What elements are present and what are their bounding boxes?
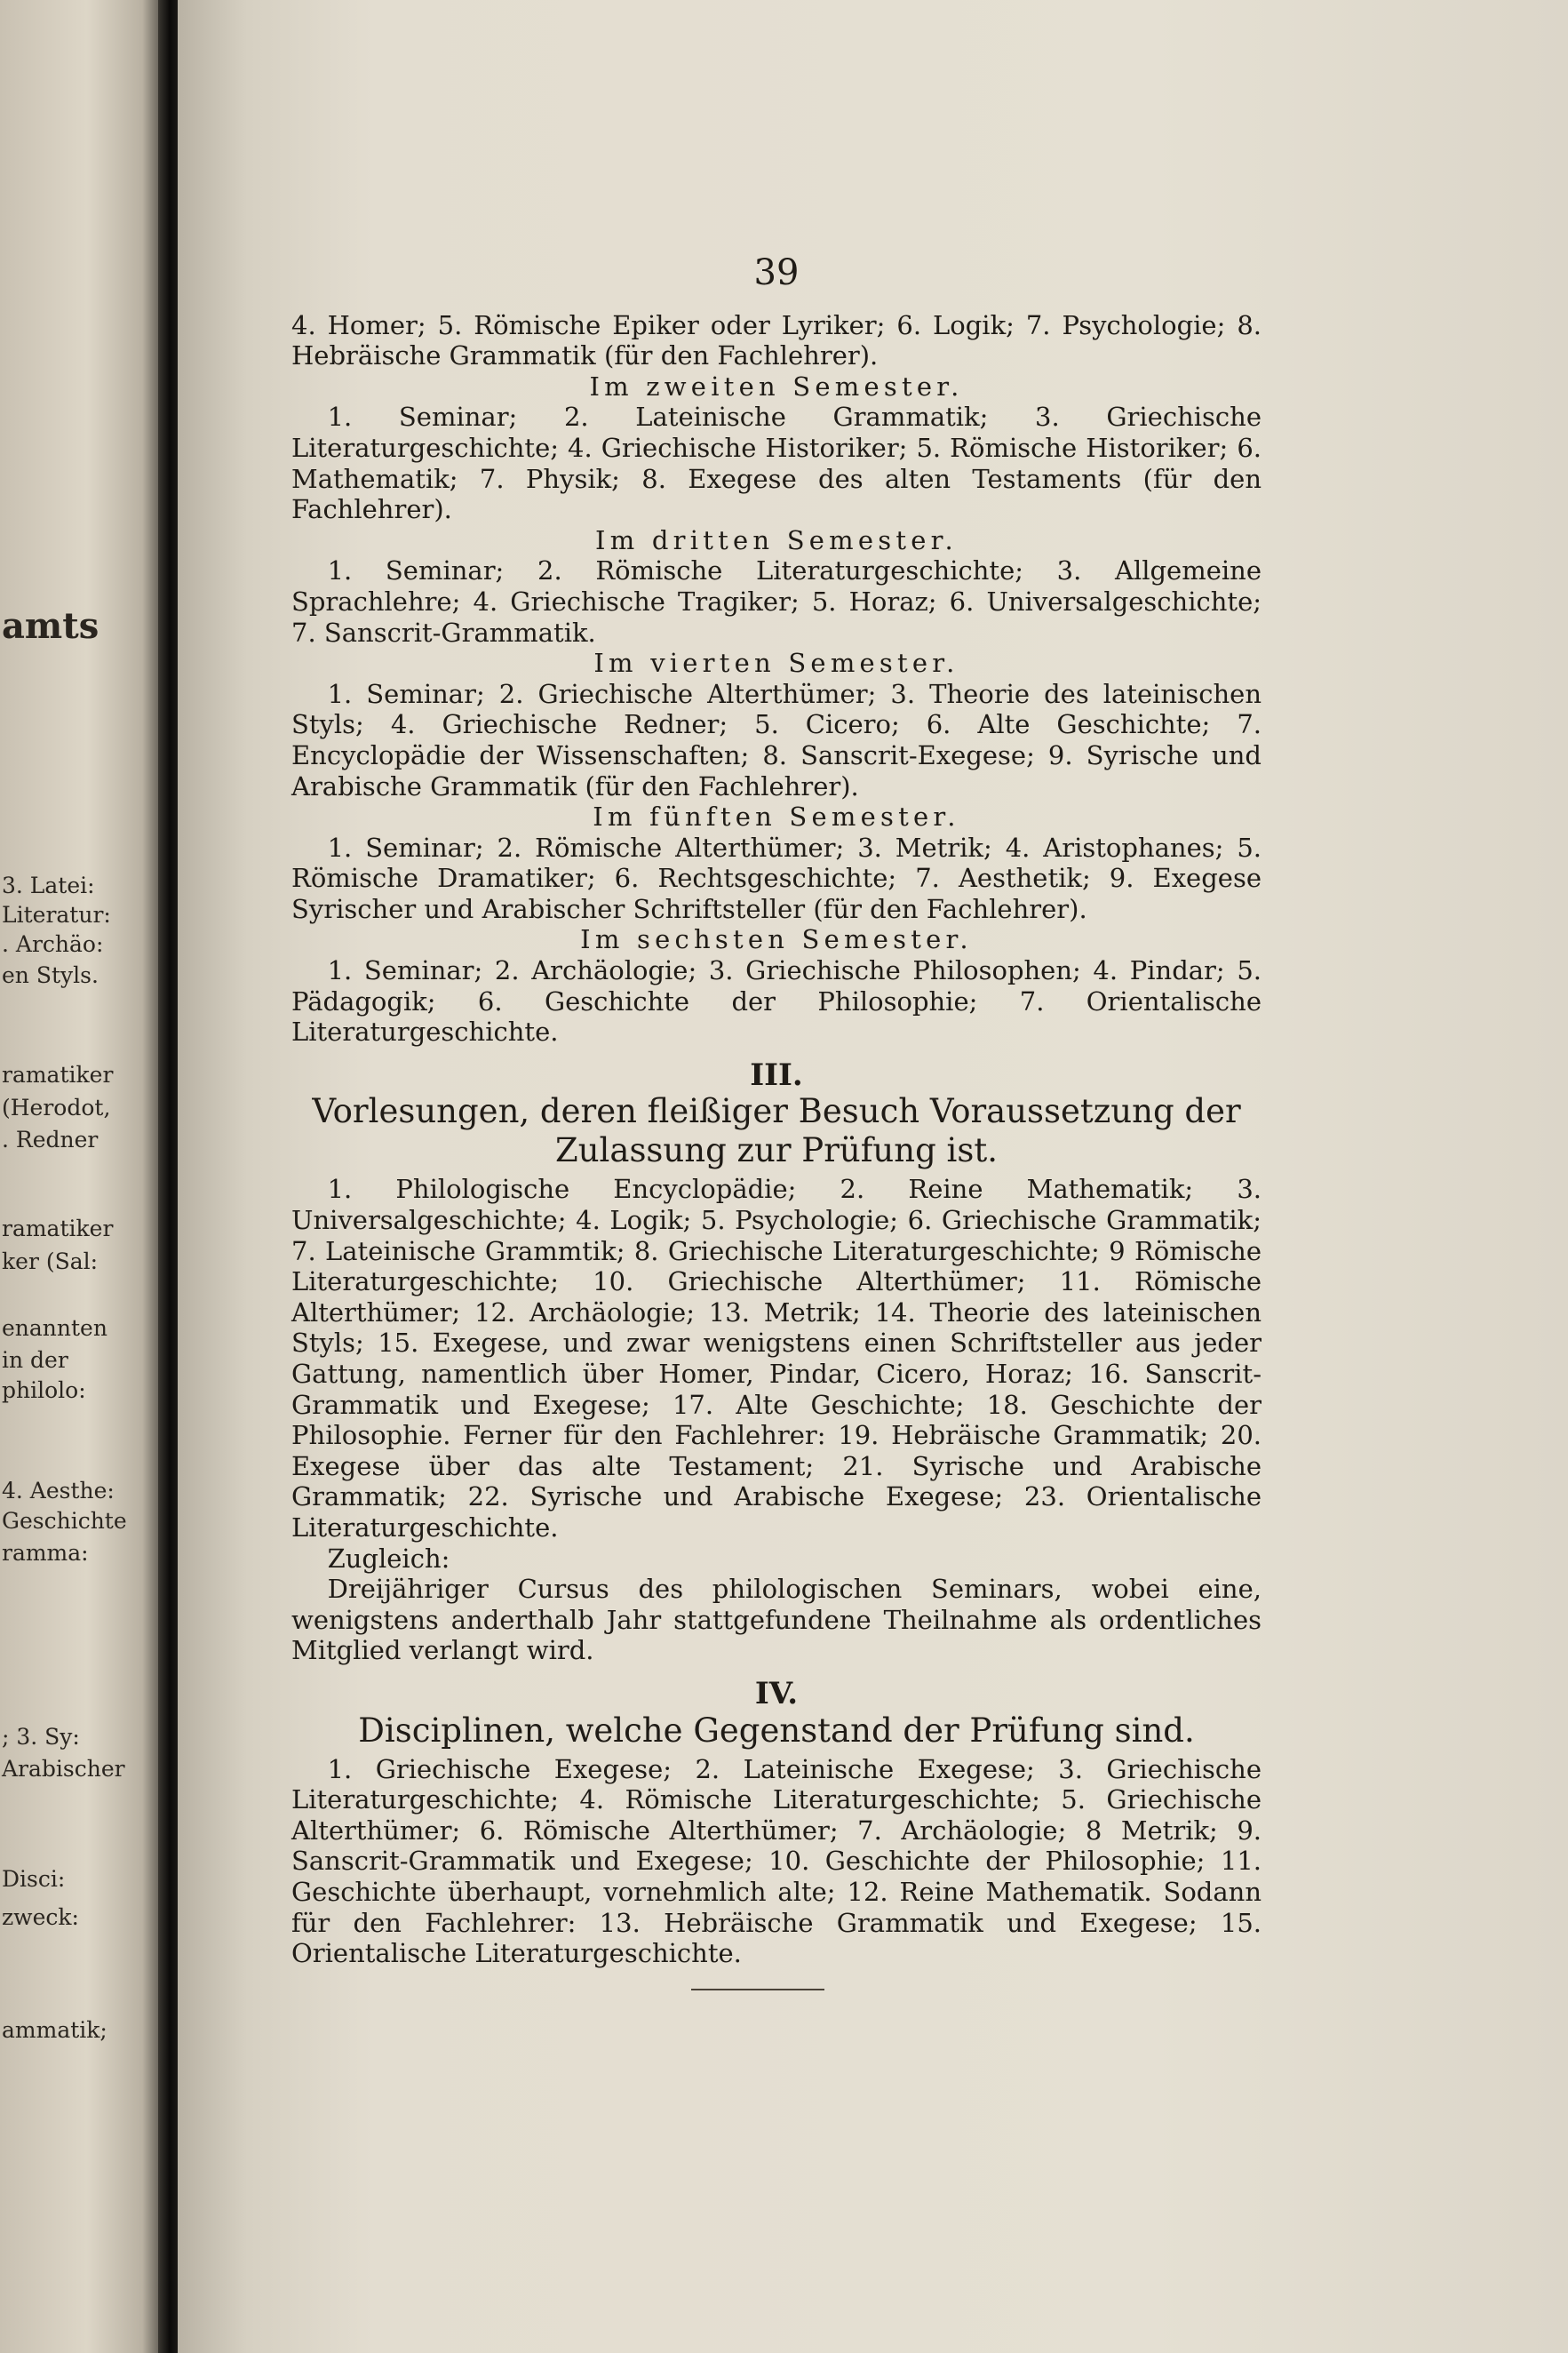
paragraph: 1. Seminar; 2. Griechische Alterthümer; 3. Theorie des lateinischen Styls; 4. Griechische Redner; 5. Cicero; 6. Alte Geschichte; 7. Encyclopädie der Wissenschaften; 8. Sanscrit-Exegese; 9. Syrische und Arabische Grammatik (für den Fachlehrer). (291, 678, 1262, 802)
section-numeral: III. (750, 1057, 803, 1093)
left-page-fragment: ammatik; (2, 2017, 107, 2043)
left-page-fragment: . Redner (2, 1127, 99, 1153)
paragraph: Zugleich: (327, 1543, 450, 1574)
left-page-fragment: en Styls. (2, 962, 99, 988)
paragraph: 1. Philologische Encyclopädie; 2. Reine Mathematik; 3. Universalgeschichte; 4. Logik; 5. Psychologie; 6. Griechische Grammatik; 7. Lateinische Grammtik; 8. Griechische Literaturgeschichte; 9 Römische Literaturgeschichte; 10. Griechische Alterthümer; 11. Römische Alterthümer; 12. Archäologie; 13. Metrik; 14. Theorie des lateinischen Styls; 15. Exegese, und zwar wenigstens einen Schriftsteller aus jeder Gattung, namentlich über Homer, Pindar, Cicero, Horaz; 16. Sanscrit-Grammatik und Exegese; 17. Alte Geschichte; 18. Geschichte der Philosophie. Ferner für den Fachlehrer: 19. Hebräische Grammatik; 20. Exegese über das alte Testament; 21. Syrische und Arabische Grammatik; 22. Syrische und Arabische Exegese; 23. Orientalische Literaturgeschichte. (291, 1174, 1262, 1543)
semester-subheading: Im fünften Semester. (593, 802, 960, 833)
left-page-fragment: zweck: (2, 1904, 79, 1930)
left-page-fragment: 3. Latei: (2, 873, 95, 898)
left-page-fragment: ramatiker (2, 1062, 114, 1088)
semester-subheading: Im dritten Semester. (595, 524, 958, 555)
section-numeral: IV. (754, 1675, 799, 1711)
left-page-fragment: ramatiker (2, 1216, 114, 1241)
paragraph: 1. Seminar; 2. Lateinische Grammatik; 3. Griechische Literaturgeschichte; 4. Griechische Historiker; 5. Römische Historiker; 6. Mathematik; 7. Physik; 8. Exegese des alten Testaments (für den Fachlehrer). (291, 402, 1262, 525)
paragraph: 1. Seminar; 2. Römische Alterthümer; 3. Metrik; 4. Aristophanes; 5. Römische Dramatiker; 6. Rechtsgeschichte; 7. Aesthetik; 9. Exegese Syrischer und Arabischer Schriftsteller (für den Fachlehrer). (291, 832, 1262, 924)
right-page (178, 0, 1568, 2353)
page-content (291, 252, 1262, 1969)
paragraph: 1. Griechische Exegese; 2. Lateinische Exegese; 3. Griechische Literaturgeschichte; 4. Römische Literaturgeschichte; 5. Griechische Alterthümer; 6. Römische Alterthümer; 7. Archäologie; 8 Metrik; 9. Sanscrit-Grammatik und Exegese; 10. Geschichte der Philosophie; 11. Geschichte überhaupt, vornehmlich alte; 12. Reine Mathematik. Sodann für den Fachlehrer: 13. Hebräische Grammatik und Exegese; 15. Orientalische Literaturgeschichte. (291, 1753, 1262, 1969)
paragraph: 1. Seminar; 2. Archäologie; 3. Griechische Philosophen; 4. Pindar; 5. Pädagogik; 6. Geschichte der Philosophie; 7. Orientalische Literaturgeschichte. (291, 955, 1262, 1048)
left-page-fragment: ramma: (2, 1540, 89, 1566)
semester-subheading: Im zweiten Semester. (589, 371, 964, 402)
left-page-edge (0, 0, 158, 2353)
left-page-fragment: Arabischer (2, 1756, 125, 1782)
left-page-fragment: amts (2, 605, 99, 647)
end-rule (691, 1989, 824, 1990)
left-page-fragment: ; 3. Sy: (2, 1724, 80, 1750)
left-page-fragment: (Herodot, (2, 1095, 111, 1121)
semester-subheading: Im sechsten Semester. (580, 924, 973, 955)
paragraph: 4. Homer; 5. Römische Epiker oder Lyriker; 6. Logik; 7. Psychologie; 8. Hebräische Grammatik (für den Fachlehrer). (291, 309, 1262, 371)
paragraph: Dreijähriger Cursus des philologischen Seminars, wobei eine, wenigstens anderthalb Jahr stattgefundene Theilnahme als ordentliches Mitglied verlangt wird. (291, 1574, 1262, 1666)
book-spine (158, 0, 178, 2353)
section-heading: Vorlesungen, deren fleißiger Besuch Voraussetzung der Zulassung zur Prüfung ist. (312, 1092, 1241, 1170)
section-heading: Disciplinen, welche Gegenstand der Prüfung sind. (358, 1711, 1195, 1750)
page-number: 39 (753, 252, 800, 293)
left-page-fragment: Geschichte (2, 1508, 127, 1534)
left-page-fragment: 4. Aesthe: (2, 1478, 115, 1504)
left-page-fragment: philolo: (2, 1377, 86, 1403)
paragraph: 1. Seminar; 2. Römische Literaturgeschichte; 3. Allgemeine Sprachlehre; 4. Griechische Tragiker; 5. Horaz; 6. Universalgeschichte; 7. Sanscrit-Grammatik. (291, 555, 1262, 648)
left-page-fragment: enannten (2, 1315, 107, 1341)
left-page-fragment: in der (2, 1347, 68, 1373)
left-page-fragment: ker (Sal: (2, 1248, 99, 1274)
left-page-fragment: Literatur: (2, 902, 111, 928)
left-page-fragment: Disci: (2, 1866, 66, 1892)
semester-subheading: Im vierten Semester. (593, 648, 959, 679)
left-page-fragment: . Archäo: (2, 931, 104, 957)
